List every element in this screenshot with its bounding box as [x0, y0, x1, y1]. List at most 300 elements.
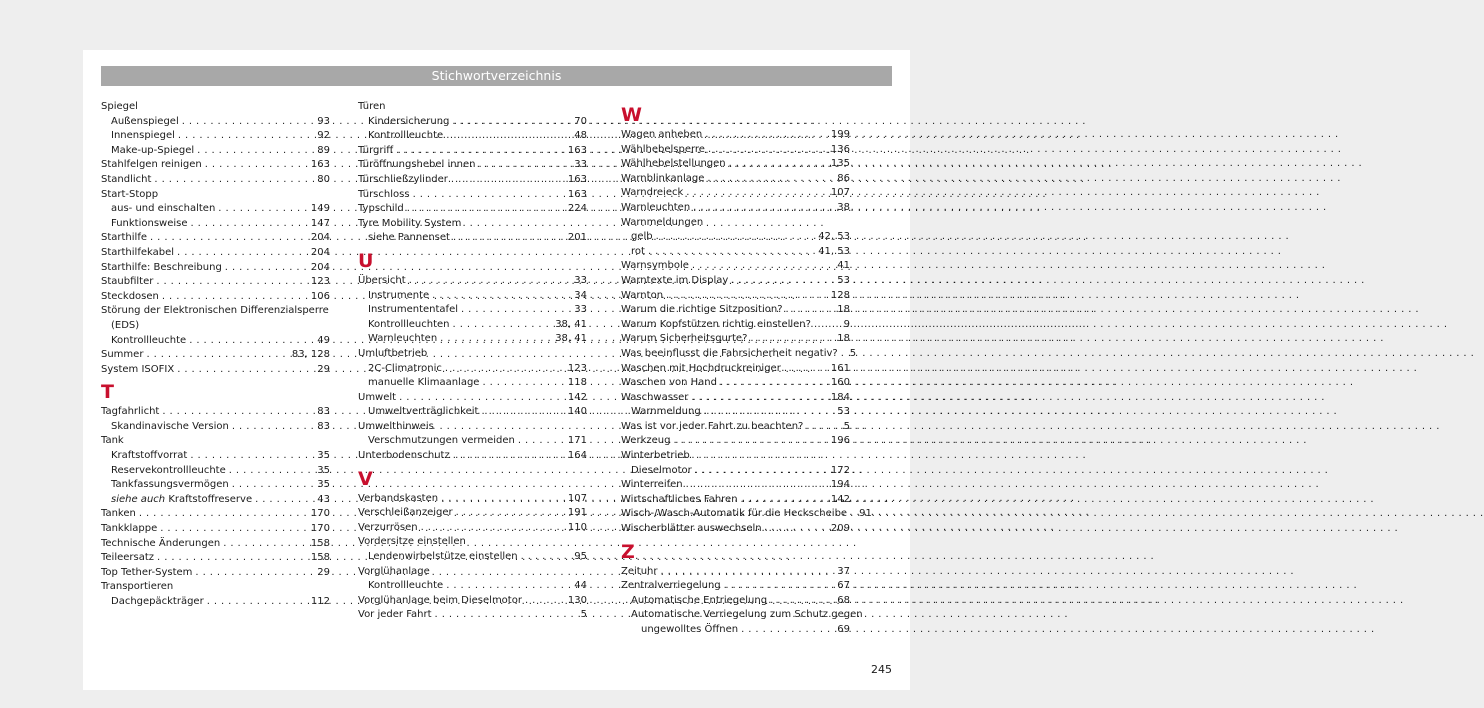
index-term: Warum Sicherheitsgurte?: [621, 333, 748, 345]
dot-leader: [720, 376, 828, 391]
dot-leader: [189, 334, 314, 349]
dot-leader: [178, 129, 314, 144]
index-term: Verbandskasten: [358, 492, 439, 504]
see-also-label: siehe auch: [111, 493, 166, 505]
page-reference: 70: [574, 115, 587, 127]
page-reference: 35: [317, 450, 330, 462]
index-term: Automatische Verriegelung zum Schutz gegen: [631, 609, 863, 621]
page-reference: 67: [837, 580, 850, 592]
dot-leader: [686, 478, 828, 493]
page-reference: 118: [567, 377, 587, 389]
page-reference: 107: [830, 187, 850, 199]
dot-leader: [784, 362, 828, 377]
index-term: Kontrollleuchte: [111, 334, 187, 346]
index-subentry: [101, 144, 330, 159]
index-term: Was beeinflusst die Fahrsicherheit negativ?: [621, 347, 838, 359]
dot-leader: [191, 217, 308, 232]
index-entry: [621, 259, 850, 274]
index-term: Dieselmotor: [631, 464, 692, 476]
dot-leader: [686, 186, 828, 201]
dot-leader: [693, 201, 834, 216]
dot-leader: [806, 420, 840, 435]
index-term: Typschild: [358, 203, 404, 215]
index-entry: [621, 493, 850, 508]
index-entry: [358, 492, 587, 507]
index-entry: [621, 579, 850, 594]
page-reference: 107: [567, 492, 587, 504]
index-term: Skandinavische Version: [111, 420, 229, 432]
dot-leader: [162, 405, 314, 420]
dot-leader: [741, 493, 828, 508]
dot-leader: [707, 172, 834, 187]
dot-leader: [525, 594, 565, 609]
index-term: Umwelt: [358, 391, 397, 403]
page-reference: 44: [574, 580, 587, 592]
page-reference: 43: [317, 493, 330, 505]
index-term: Warnblinkanlage: [621, 172, 705, 184]
page-reference: 5: [849, 347, 857, 359]
index-subentry: [358, 115, 587, 130]
dot-leader: [731, 274, 834, 289]
dot-leader: [445, 362, 565, 377]
page-reference: 89: [317, 144, 330, 156]
index-subentry: [621, 594, 850, 609]
dot-leader: [451, 173, 565, 188]
index-term: Steckdosen: [101, 290, 159, 302]
page-reference: 53: [837, 406, 850, 418]
index-column-2: [358, 100, 587, 623]
index-entry: [621, 449, 850, 464]
index-term: Winterbetrieb: [621, 450, 690, 462]
index-entry: [101, 507, 330, 522]
dot-leader: [446, 129, 571, 144]
index-term: Standlicht: [101, 173, 152, 185]
index-term: Türgriff: [358, 144, 394, 156]
index-subentry: [101, 420, 330, 435]
index-column-1: [101, 100, 330, 610]
index-subentry: [358, 550, 587, 565]
dot-leader: [156, 275, 308, 290]
page-reference: 123: [567, 362, 587, 374]
dot-leader: [704, 405, 835, 420]
index-term: Vorglühanlage: [358, 565, 430, 577]
index-term: Türöffnungshebel innen: [358, 159, 476, 171]
index-term: Warntexte im Display: [621, 274, 729, 286]
index-subentry: [101, 449, 330, 464]
index-subentry: [358, 362, 587, 377]
dot-leader: [695, 464, 828, 479]
index-term: Umweltverträglichkeit: [368, 406, 479, 418]
dot-leader: [255, 493, 314, 508]
page-reference: 158: [310, 552, 330, 564]
page-reference: 33: [574, 274, 587, 286]
page-reference: 142: [567, 391, 587, 403]
dot-leader: [409, 274, 572, 289]
index-entry: [621, 274, 850, 289]
dot-leader: [182, 115, 315, 130]
dot-leader: [741, 623, 834, 638]
dot-leader: [708, 143, 828, 158]
dot-leader: [482, 376, 564, 391]
index-term: Türen: [358, 101, 386, 112]
index-term: Tank: [101, 435, 124, 447]
index-entry: [358, 173, 587, 188]
index-subentry: [358, 318, 587, 333]
dot-leader: [770, 594, 834, 609]
index-term: aus- und einschalten: [111, 203, 216, 215]
dot-leader: [232, 420, 314, 435]
index-entry: [358, 144, 587, 159]
index-entry: [101, 261, 330, 276]
dot-leader: [225, 261, 308, 276]
index-entry: [358, 535, 587, 550]
index-term: Instrumententafel: [368, 304, 459, 316]
page-reference: 194: [830, 479, 850, 491]
index-term: Winterreifen: [621, 479, 683, 491]
index-entry: [358, 506, 587, 521]
page-reference: 83, 128: [291, 349, 330, 361]
index-term: Warnsymbole: [621, 260, 689, 272]
index-entry: [621, 216, 850, 231]
page-reference: 86: [837, 172, 850, 184]
page-reference: 38: [837, 201, 850, 213]
page-reference: 170: [310, 523, 330, 535]
index-term: ungewolltes Öffnen: [641, 624, 739, 635]
dot-leader: [223, 537, 308, 552]
page-reference: 106: [310, 290, 330, 302]
page-reference: 34: [574, 289, 587, 301]
page-reference: 142: [830, 493, 850, 505]
index-entry: [358, 158, 587, 173]
index-entry: [101, 566, 330, 581]
page-reference: 35: [317, 479, 330, 491]
page-reference: 161: [830, 362, 850, 374]
index-entry: [621, 332, 850, 347]
index-subentry: [101, 478, 330, 493]
index-term: Staubfilter: [101, 276, 154, 288]
dot-leader: [661, 565, 835, 580]
page-reference: 110: [567, 521, 587, 533]
index-term: Verschmutzungen vermeiden: [368, 435, 515, 447]
index-entry: [101, 348, 330, 363]
index-entry: [358, 347, 587, 362]
dot-leader: [453, 449, 565, 464]
dot-leader: [478, 158, 571, 173]
page-reference: 37: [837, 565, 850, 577]
index-term: Umwelthinweis: [358, 420, 434, 432]
index-entry: [101, 551, 330, 566]
index-entry: [101, 537, 330, 552]
page-reference: 204: [310, 261, 330, 273]
index-entry: [621, 143, 850, 158]
index-term: Stahlfelgen reinigen: [101, 159, 202, 171]
page-reference: 135: [830, 158, 850, 170]
index-entry: [621, 376, 850, 391]
dot-leader: [197, 144, 314, 159]
page-reference: 41, 53: [818, 245, 850, 257]
index-term: gelb: [631, 231, 653, 243]
index-entry: [101, 434, 330, 449]
dot-leader: [160, 522, 308, 537]
dot-leader: [396, 144, 565, 159]
index-term: Warnmeldungen: [621, 216, 704, 228]
index-term: Technische Änderungen: [101, 537, 221, 549]
index-entry: [358, 521, 587, 536]
index-term: Warum Kopfstützen richtig einstellen?: [621, 318, 811, 330]
page-reference: 172: [830, 464, 850, 476]
index-entry: [621, 318, 850, 333]
index-entry: [621, 507, 872, 522]
index-entry: [621, 362, 850, 377]
index-entry: [621, 289, 850, 304]
page-reference: 123: [310, 276, 330, 288]
dot-leader: [481, 405, 564, 420]
index-entry: [621, 420, 850, 435]
index-letter-heading: U: [358, 249, 374, 272]
index-term: Starthilfe: Beschreibung: [101, 261, 222, 273]
index-entry: [101, 246, 330, 261]
index-entry: [101, 188, 330, 203]
dot-leader: [656, 230, 816, 245]
index-term: Make-up-Spiegel: [111, 144, 195, 156]
page-reference: 209: [830, 523, 850, 535]
index-entry: [101, 363, 330, 378]
index-term: rot: [631, 245, 645, 257]
index-entry: [621, 201, 850, 216]
index-term: Tankfassungsvermögen: [111, 479, 229, 491]
dot-leader: [146, 348, 288, 363]
index-subentry: [101, 334, 330, 349]
dot-leader: [456, 506, 565, 521]
index-entry: [621, 303, 850, 318]
dot-leader: [195, 566, 314, 581]
index-term: Außenspiegel: [111, 115, 179, 127]
index-term: Instrumente: [368, 289, 430, 301]
index-subentry: [101, 217, 330, 232]
dot-leader: [440, 332, 552, 347]
page-reference: 69: [837, 624, 850, 635]
page-reference: 160: [830, 377, 850, 389]
index-subentry: [358, 303, 587, 318]
index-term: (EDS): [111, 319, 140, 331]
index-letter-heading: Z: [621, 540, 635, 563]
page-reference: 170: [310, 508, 330, 520]
index-subentry: [101, 595, 330, 610]
page-reference: 5: [843, 420, 850, 432]
page-reference: 163: [567, 173, 587, 185]
dot-leader: [441, 492, 565, 507]
page-reference: 38, 41: [555, 333, 587, 345]
page-reference: 224: [567, 203, 587, 215]
index-entry: [358, 188, 587, 203]
dot-leader: [154, 173, 314, 188]
index-term: Starthilfe: [101, 232, 147, 244]
page-reference: 163: [310, 159, 330, 171]
index-term: Kontrollleuchte: [368, 130, 444, 142]
index-term: 2C-Climatronic: [368, 362, 442, 374]
index-term: Lendenwirbelstütze einstellen: [368, 551, 518, 563]
index-term: Top Tether-System: [101, 566, 193, 578]
page-reference: 5: [580, 609, 587, 621]
index-entry: [101, 158, 330, 173]
index-term: Tyre Mobility System: [358, 217, 462, 229]
index-entry: [358, 594, 587, 609]
index-entry: [621, 186, 850, 201]
dot-leader: [850, 507, 856, 522]
index-term: Zentralverriegelung: [621, 580, 721, 592]
page-reference: 136: [830, 143, 850, 155]
index-entry: [358, 420, 587, 435]
index-term: Wählhebelsperre: [621, 143, 705, 155]
page-reference: 18: [837, 333, 850, 345]
index-term: Vorglühanlage beim Dieselmotor: [358, 594, 522, 606]
dot-leader: [521, 550, 572, 565]
index-entry: [358, 274, 587, 289]
index-entry: [358, 608, 587, 623]
index-subentry: [101, 129, 330, 144]
page-reference: 147: [310, 217, 330, 229]
index-term: Funktionsweise: [111, 217, 188, 229]
page-reference: 163: [567, 144, 587, 156]
dot-leader: [399, 391, 565, 406]
index-term: Türschließzylinder: [358, 173, 448, 185]
dot-leader: [453, 231, 565, 246]
index-subentry: [358, 332, 587, 347]
index-term: Automatische Entriegelung: [631, 594, 768, 606]
dot-leader: [413, 188, 565, 203]
index-term: Zeituhr: [621, 565, 658, 577]
index-term: Umluftbetrieb: [358, 347, 428, 359]
section-header: Stichwortverzeichnis: [101, 66, 892, 86]
index-entry: [358, 449, 587, 464]
page-reference: 38, 41: [555, 318, 587, 330]
page-reference: 158: [310, 537, 330, 549]
index-term: Warnleuchten: [368, 333, 438, 345]
dot-leader: [218, 202, 308, 217]
dot-leader: [150, 231, 308, 246]
index-subentry: [358, 405, 587, 420]
index-term: Störung der Elektronischen Differenzialsperre: [101, 305, 329, 317]
page-reference: 53: [837, 274, 850, 286]
index-term: Kontrollleuchte: [368, 580, 444, 592]
page-reference: 49: [317, 334, 330, 346]
index-entry: [358, 391, 587, 406]
page-reference: 35: [317, 464, 330, 476]
index-term: Warnmeldung: [631, 406, 701, 418]
index-entry: [101, 580, 330, 595]
index-term: Warndreieck: [621, 187, 684, 199]
index-subentry: [101, 115, 330, 130]
index-term: Wirtschaftliches Fahren: [621, 493, 738, 505]
dot-leader: [421, 521, 565, 536]
page-reference: 33: [574, 304, 587, 316]
index-term: Verzurrösen: [358, 521, 418, 533]
index-entry: [101, 304, 330, 319]
index-entry: [358, 100, 587, 115]
index-entry: [101, 290, 330, 305]
index-term: Was ist vor jeder Fahrt zu beachten?: [621, 420, 804, 432]
index-entry: [101, 231, 330, 246]
dot-leader: [691, 391, 827, 406]
index-entry: [101, 100, 330, 115]
index-entry: [621, 347, 857, 362]
index-entry: [621, 434, 850, 449]
index-entry: [101, 522, 330, 537]
index-term: Werkzeug: [621, 435, 671, 447]
page-reference: 41: [837, 260, 850, 272]
page-reference: 128: [830, 289, 850, 301]
dot-leader: [518, 434, 565, 449]
page-reference: 199: [830, 129, 850, 140]
index-entry: [621, 565, 850, 580]
index-term: Vor jeder Fahrt: [358, 609, 432, 621]
dot-leader: [190, 449, 314, 464]
index-subentry: [621, 405, 850, 420]
page-reference: 80: [317, 173, 330, 185]
page-reference: 68: [837, 594, 850, 606]
index-term: Türschloss: [358, 188, 410, 200]
dot-leader: [177, 246, 308, 261]
page-reference: 204: [310, 246, 330, 258]
index-term: Dachgepäckträger: [111, 596, 204, 607]
dot-leader: [177, 363, 314, 378]
index-subentry: [621, 230, 850, 245]
index-term: Reservekontrollleuchte: [111, 464, 226, 476]
index-subentry: [358, 376, 587, 391]
index-term: Waschwasser: [621, 391, 689, 403]
index-subentry: [101, 464, 330, 479]
index-term: Spiegel: [101, 101, 138, 112]
page-reference: 149: [310, 203, 330, 215]
index-subentry: [358, 579, 587, 594]
index-term: manuelle Klimaanlage: [368, 377, 480, 389]
page-reference: 95: [574, 551, 587, 563]
dot-leader: [162, 290, 308, 305]
index-term: Teileersatz: [101, 552, 155, 564]
index-subentry: [358, 231, 587, 246]
page-reference: 164: [567, 450, 587, 462]
index-subentry: [621, 608, 863, 623]
dot-leader: [432, 289, 571, 304]
index-subentry: [621, 623, 850, 638]
index-term: Warnleuchten: [621, 201, 691, 213]
page-reference: 130: [567, 594, 587, 606]
page-number: 245: [871, 663, 892, 676]
page-reference: 92: [317, 130, 330, 142]
index-entry: [358, 565, 587, 580]
dot-leader: [446, 579, 571, 594]
index-term: Kraftstoffvorrat: [111, 450, 188, 462]
dot-leader: [205, 158, 308, 173]
index-term: Tankklappe: [101, 523, 158, 535]
dot-leader: [673, 434, 827, 449]
index-letter-heading: T: [101, 381, 114, 404]
index-term: System ISOFIX: [101, 363, 175, 375]
index-term: Waschen von Hand: [621, 377, 717, 389]
dot-leader: [729, 157, 828, 172]
index-entry: [621, 157, 850, 172]
page-reference: 184: [830, 391, 850, 403]
index-term: Innenspiegel: [111, 130, 175, 142]
index-term: Übersicht: [358, 274, 406, 286]
page-reference: 29: [317, 566, 330, 578]
page-reference: 204: [310, 232, 330, 244]
index-subentry: [101, 202, 330, 217]
dot-leader: [207, 595, 308, 610]
dot-leader: [786, 303, 835, 318]
index-term: Wählhebelstellungen: [621, 158, 726, 170]
index-term: Start-Stopp: [101, 188, 159, 200]
